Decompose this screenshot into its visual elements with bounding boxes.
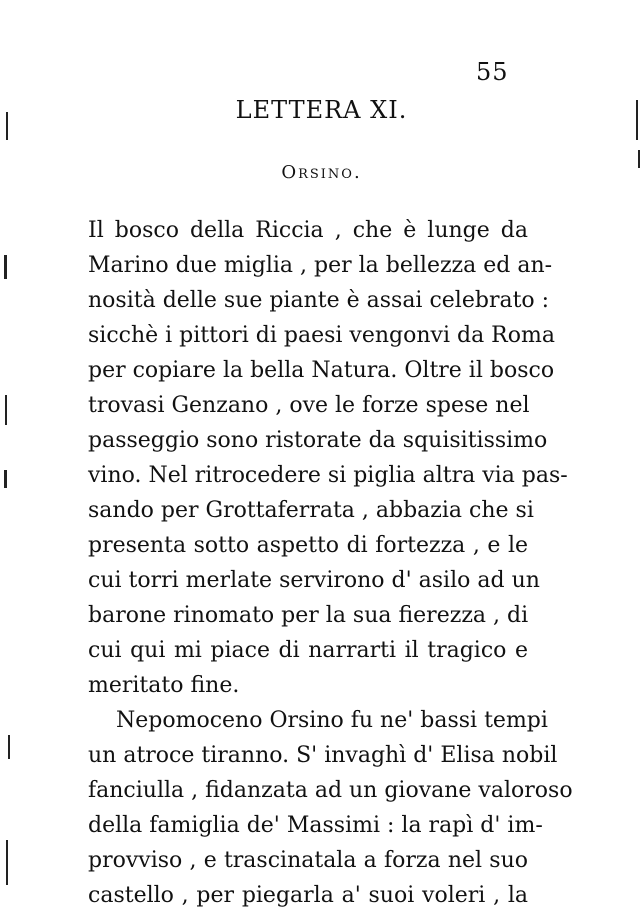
- text-line-4: sicchè i pittori di paesi vengonvi da Roma: [88, 323, 555, 348]
- letter-signature: Orsino.: [281, 162, 362, 183]
- text-line-13: cui qui mi piace di narrarti il tragico e: [88, 638, 528, 663]
- page-number: 55: [476, 58, 509, 86]
- scan-mark-left-4: [4, 470, 7, 488]
- scan-mark-right-1: [636, 100, 638, 140]
- text-line-11: cui torri merlate servirono d' asilo ad un: [88, 568, 540, 593]
- scan-mark-left-6: [6, 840, 8, 885]
- text-line-1: Il bosco della Riccia , che è lunge da: [88, 218, 528, 243]
- scan-mark-left-5: [8, 735, 10, 759]
- scan-mark-right-2: [638, 150, 640, 168]
- text-line-12: barone rinomato per la sua fierezza , di: [88, 603, 529, 628]
- text-line-3: nosità delle sue piante è assai celebrato :: [88, 288, 550, 313]
- text-line-2: Marino due miglia , per la bellezza ed an-: [88, 253, 553, 278]
- text-line-7: passeggio sono ristorate da squisitissimo: [88, 428, 548, 453]
- text-line-20: castello , per piegarla a' suoi voleri , la: [88, 883, 528, 908]
- text-line-9: sando per Grottaferrata , abbazia che si: [88, 498, 534, 523]
- scan-mark-left-2: [4, 255, 7, 279]
- scan-mark-left-3: [5, 395, 7, 425]
- scan-mark-left-1: [6, 112, 8, 140]
- text-line-6: trovasi Genzano , ove le forze spese nel: [88, 393, 530, 418]
- chapter-title: LETTERA XI.: [235, 96, 408, 124]
- text-line-17: fanciulla , fidanzata ad un giovane valoroso: [88, 778, 573, 803]
- text-line-8: vino. Nel ritrocedere si piglia altra via pas-: [88, 463, 568, 488]
- text-line-10: presenta sotto aspetto di fortezza , e le: [88, 533, 528, 558]
- body-text: [88, 213, 573, 913]
- text-line-14: meritato fine.: [88, 673, 240, 698]
- text-line-19: provviso , e trascinatala a forza nel suo: [88, 848, 528, 873]
- text-line-15: Nepomoceno Orsino fu ne' bassi tempi: [116, 708, 548, 733]
- text-line-18: della famiglia de' Massimi : la rapì d' im-: [88, 813, 543, 838]
- text-line-5: per copiare la bella Natura. Oltre il bosco: [88, 358, 555, 383]
- text-line-16: un atroce tiranno. S' invaghì d' Elisa nobil: [88, 743, 558, 768]
